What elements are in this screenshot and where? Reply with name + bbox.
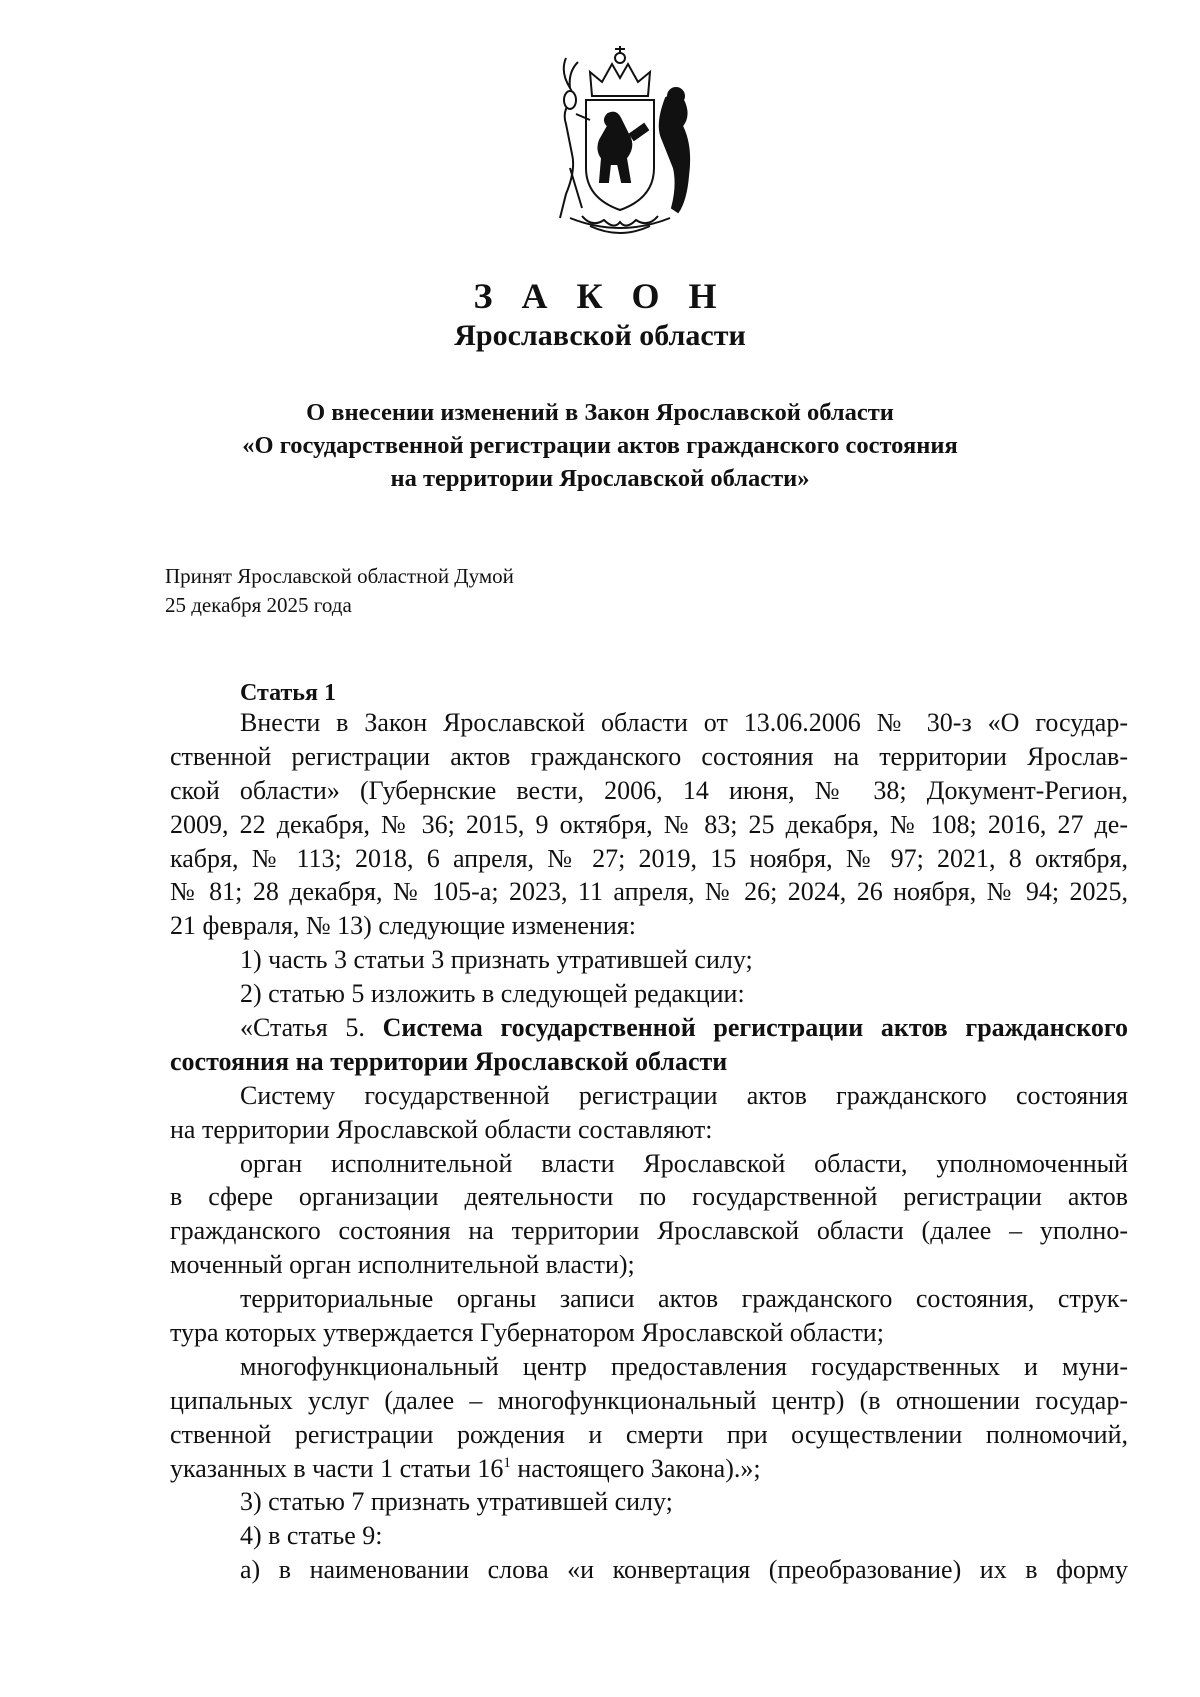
adoption-note — [165, 562, 514, 620]
body-line: Систему государственной регистрации актов гражданского состояния — [240, 1080, 1128, 1110]
heading-line: «О государственной регистрации актов гражданского состояния — [242, 432, 958, 459]
body-line: 3) статью 7 признать утратившей силу; — [240, 1487, 673, 1517]
law-heading — [150, 396, 1050, 495]
body-line: на территории Ярославской области составляют: — [170, 1114, 713, 1144]
line-text: указанных в части 1 статьи 16 — [170, 1453, 504, 1483]
body-line: состояния на территории Ярославской области — [170, 1046, 728, 1076]
heading-line: О внесении изменений в Закон Ярославской области — [306, 399, 894, 426]
body-line: ственной регистрации актов гражданского состояния на территории Ярослав- — [170, 741, 1128, 771]
body-line: 21 февраля, № 13) следующие изменения: — [170, 911, 636, 941]
body-line: в сфере организации деятельности по государственной регистрации актов — [170, 1182, 1128, 1212]
body-line: 4) в статье 9: — [240, 1521, 383, 1551]
body-line: орган исполнительной власти Ярославской области, уполномоченный — [240, 1148, 1128, 1178]
article-title: Статья 1 — [240, 680, 336, 706]
superscript: 1 — [503, 1454, 511, 1471]
body-line: гражданского состояния на территории Ярославской области (далее – уполно- — [170, 1216, 1128, 1246]
body-line — [170, 1452, 1128, 1486]
body-line: 1) часть 3 статьи 3 признать утратившей силу; — [240, 945, 753, 975]
body-line — [170, 1011, 1128, 1045]
document-title: З А К О Н — [473, 276, 727, 316]
body-line: территориальные органы записи актов гражданского состояния, струк- — [240, 1284, 1128, 1314]
article-5-label: «Статья 5. — [240, 1013, 365, 1043]
body-line: многофункциональный центр предоставления государственных и муни- — [240, 1351, 1128, 1381]
article-body — [170, 706, 1128, 1587]
body-line: моченный орган исполнительной власти); — [170, 1250, 635, 1280]
document-subtitle: Ярославской области — [454, 319, 746, 352]
coat-of-arms-icon — [530, 38, 710, 243]
heading-line: на территории Ярославской области» — [390, 465, 810, 492]
body-line: ской области» (Губернские вести, 2006, 14 июня, № 38; Документ-Регион, — [170, 775, 1128, 805]
body-line: 2009, 22 декабря, № 36; 2015, 9 октября, № 83; 25 декабря, № 108; 2016, 27 де- — [170, 809, 1128, 839]
body-line: кабря, № 113; 2018, 6 апреля, № 27; 2019, 15 ноября, № 97; 2021, 8 октября, — [170, 843, 1128, 873]
adoption-line: 25 декабря 2025 года — [165, 593, 352, 617]
body-line: № 81; 28 декабря, № 105-а; 2023, 11 апреля, № 26; 2024, 26 ноября, № 94; 2025, — [170, 877, 1128, 907]
adoption-line: Принят Ярославской областной Думой — [165, 564, 514, 588]
body-line: ципальных услуг (далее – многофункциональный центр) (в отношении государ- — [170, 1385, 1128, 1415]
body-line: 2) статью 5 изложить в следующей редакции: — [240, 979, 745, 1009]
line-text: настоящего Закона).»; — [510, 1453, 761, 1483]
article-5-title: Система государственной регистрации актов гражданского — [382, 1013, 1129, 1043]
body-line: ственной регистрации рождения и смерти при осуществлении полномочий, — [170, 1419, 1128, 1449]
body-line: тура которых утверждается Губернатором Ярославской области; — [170, 1318, 884, 1348]
body-line: а) в наименовании слова «и конвертация (преобразование) их в форму — [240, 1555, 1128, 1585]
body-line: Внести в Закон Ярославской области от 13.06.2006 № 30-з «О государ- — [240, 708, 1128, 737]
